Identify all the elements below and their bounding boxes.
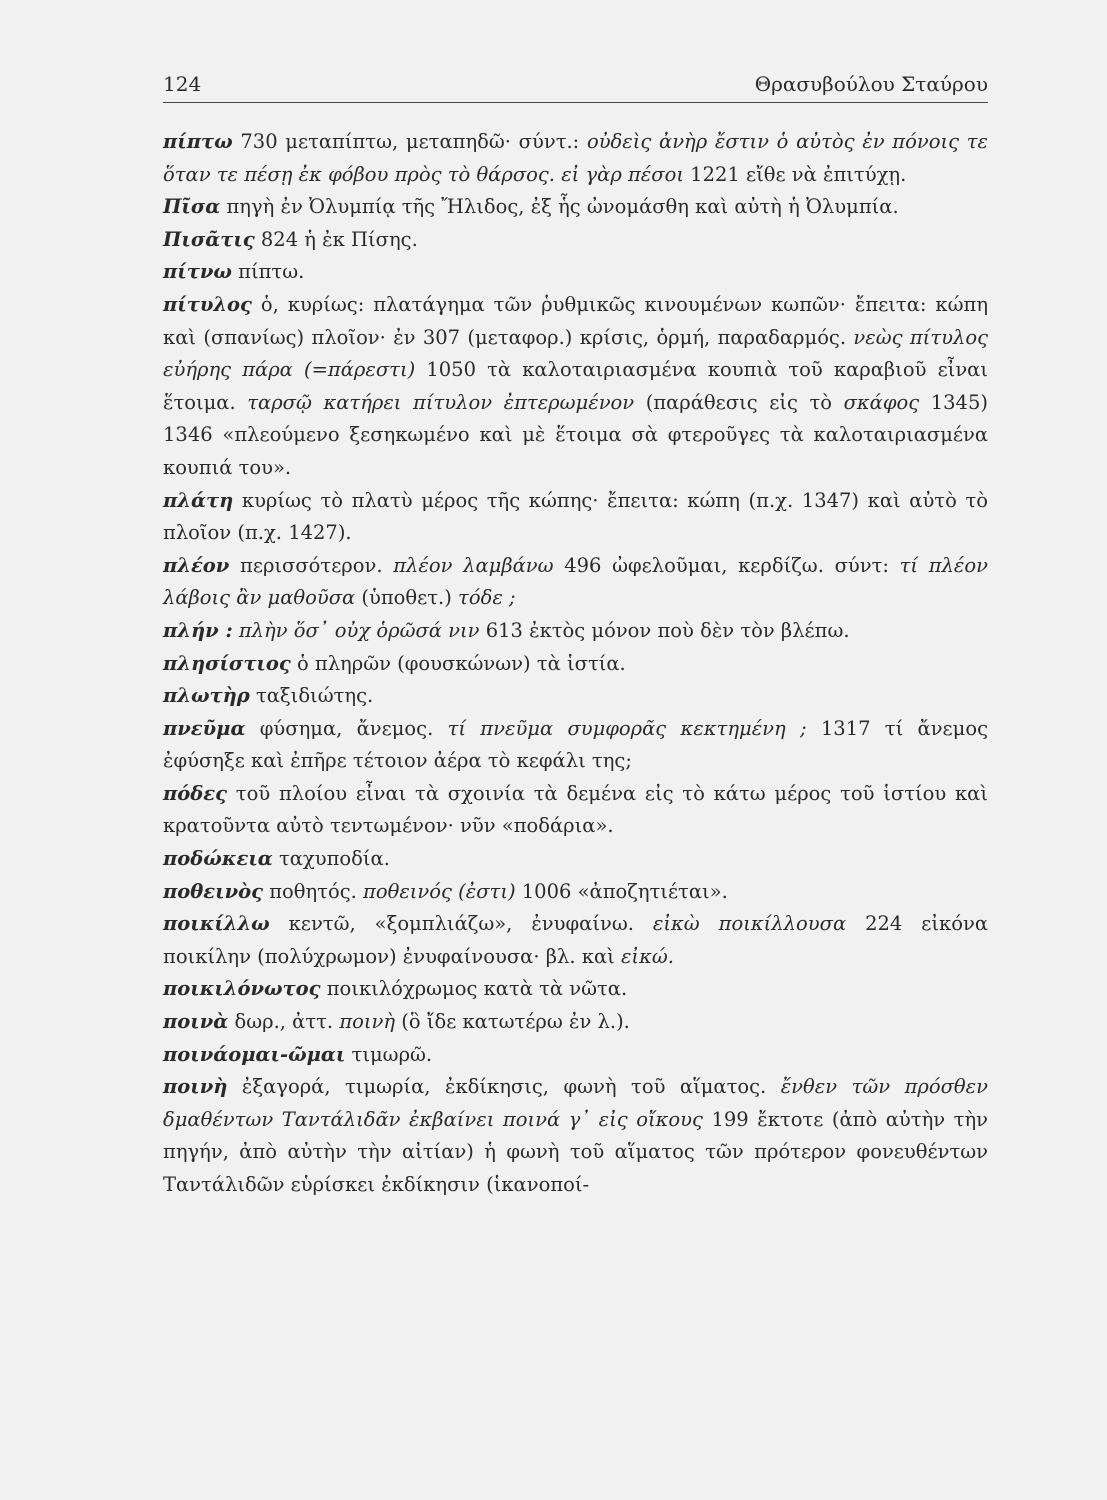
header-rule	[163, 102, 988, 103]
entry-quotation: τόδε ;	[458, 586, 516, 610]
entry-quotation: ἔνθεν τῶν πρόσθεν δμαθέντων Ταντάλιδᾶν ἐκβαίνει ποινά γ᾽ εἰς οἴκους	[163, 1075, 988, 1131]
glossary-entry	[163, 191, 988, 224]
entry-quotation: σκάφος	[843, 390, 920, 414]
glossary-entry	[163, 973, 988, 1006]
entry-definition: τιμωρῶ.	[345, 1042, 433, 1066]
entry-definition: 824 ἡ ἐκ Πίσης.	[254, 227, 418, 251]
entry-quotation: ποινὴ	[339, 1010, 396, 1034]
entry-definition: περισσότερον.	[229, 553, 394, 577]
entry-quotation: εἰκὼ ποικίλλουσα	[652, 912, 847, 936]
entry-definition: ποθητός.	[263, 879, 364, 903]
entry-headword: ποικίλλω	[163, 912, 270, 936]
entry-headword: πλάτη	[163, 488, 234, 512]
glossary-entry	[163, 680, 988, 713]
entry-definition: ποικιλόχρωμος κατὰ τὰ νῶτα.	[320, 977, 628, 1001]
glossary-entry	[163, 908, 988, 973]
entry-definition: 224 εἰκόνα ποικίλην (πολύχρωμον) ἐνυφαίνουσα· βλ. καὶ	[163, 912, 988, 968]
entry-definition: (ὃ ἴδε κατωτέρω ἐν λ.).	[395, 1010, 630, 1034]
entry-quotation: εἰκώ.	[620, 944, 674, 968]
glossary-entry	[163, 485, 988, 550]
entry-definition: πίπτω.	[231, 260, 305, 284]
glossary-entry	[163, 1071, 988, 1201]
entry-definition: φύσημα, ἄνεμος.	[245, 716, 448, 740]
entry-headword: πίτνω	[163, 260, 232, 284]
entry-headword: ποδώκεια	[163, 847, 273, 871]
glossary-entry	[163, 843, 988, 876]
entry-definition: (ὑποθετ.)	[355, 586, 459, 610]
entry-headword: πόδες	[163, 781, 228, 805]
running-title: Θρασυβούλου Σταύρου	[754, 72, 988, 96]
entry-quotation: πλέον λαμβάνω	[393, 553, 554, 577]
entry-definition: 613 ἐκτὸς μόνον ποὺ δὲν τὸν βλέπω.	[479, 618, 850, 642]
entry-quotation: πλὴν ὅσ᾽ οὐχ ὁρῶσά νιν	[238, 618, 480, 642]
entry-quotation: οὐδεὶς ἀνὴρ ἔστιν ὁ αὐτὸς ἐν πόνοις τε ὅταν τε πέσῃ ἐκ φόβου πρὸς τὸ θάρσος. εἰ γὰρ πέσοι	[163, 130, 988, 186]
entry-headword: πίτυλος	[163, 292, 252, 316]
entry-quotation: ταρσῷ κατήρει πίτυλον ἐπτερωμένον	[247, 390, 635, 414]
entry-headword: πλωτὴρ	[163, 684, 250, 708]
entry-quotation: ποθεινός (ἐστι)	[363, 879, 516, 903]
entry-definition: 1006 «ἀποζητιέται».	[515, 879, 728, 903]
glossary-entry	[163, 289, 988, 485]
entry-definition: ἐξαγορά, τιμωρία, ἐκδίκησις, φωνὴ τοῦ αἵματος.	[227, 1075, 781, 1099]
entry-definition: ὁ, κυρίως: πλατάγημα τῶν ῥυθμικῶς κινουμένων κωπῶν· ἔπειτα: κώπη καὶ (σπανίως) πλοῖον· ἐν 307 (μεταφορ.) κρίσις, ὁρμή, παραδαρμός.	[163, 292, 988, 349]
glossary-entry	[163, 1006, 988, 1039]
entry-definition: (παράθεσις εἰς τὸ	[634, 390, 844, 414]
glossary-entry	[163, 648, 988, 681]
entry-definition: 1221 εἴθε νὰ ἐπιτύχῃ.	[683, 162, 907, 186]
page-number: 124	[163, 72, 202, 96]
entry-definition: κυρίως τὸ πλατὺ μέρος τῆς κώπης· ἔπειτα: κώπη (π.χ. 1347) καὶ αὐτὸ τὸ πλοῖον (π.χ. 1427).	[163, 488, 988, 545]
entry-headword: πλέον	[163, 553, 230, 577]
glossary-entry	[163, 713, 988, 778]
page-header	[163, 72, 988, 96]
entry-definition: 1317 τί ἄνεμος ἐφύσηξε καὶ ἐπῆρε τέτοιον ἀέρα τὸ κεφάλι της;	[163, 716, 988, 773]
glossary-entry	[163, 876, 988, 909]
entry-headword: πίπτω	[163, 130, 233, 153]
entry-quotation: νεὼς πίτυλος εὐήρης πάρα (=πάρεστι)	[163, 325, 988, 382]
entry-headword: πλησίστιος	[163, 651, 291, 675]
entry-definition: 496 ὠφελοῦμαι, κερδίζω. σύντ:	[553, 553, 900, 577]
entry-definition: ταξιδιώτης.	[249, 684, 374, 708]
entry-definition: 199 ἔκτοτε (ἀπὸ αὐτὴν τὴν πηγήν, ἀπὸ αὐτὴν τὴν αἰτίαν) ἡ φωνὴ τοῦ αἵματος τῶν πρότερον φονευθέντων Ταντάλιδῶν εὑρίσκει ἐκδίκησιν (ἱκανοποί-	[163, 1107, 988, 1196]
glossary-body	[163, 126, 988, 1202]
entry-headword: ποινὰ	[163, 1010, 229, 1034]
glossary-entry	[163, 1039, 988, 1072]
entry-definition: πηγὴ ἐν Ὀλυμπίᾳ τῆς Ἤλιδος, ἐξ ἧς ὠνομάσθη καὶ αὐτὴ ἡ Ὀλυμπία.	[220, 195, 899, 219]
entry-headword: Πῖσα	[163, 195, 221, 219]
entry-headword: ποθεινὸς	[163, 879, 263, 903]
entry-quotation: τί πλέον λάβοις ἂν μαθοῦσα	[163, 553, 988, 610]
glossary-entry	[163, 550, 988, 615]
entry-definition: ταχυποδία.	[272, 847, 390, 871]
glossary-entry	[163, 256, 988, 289]
entry-definition: τοῦ πλοίου εἶναι τὰ σχοινία τὰ δεμένα εἰς τὸ κάτω μέρος τοῦ ἱστίου καὶ κρατοῦντα αὐτὸ τεντωμένον· νῦν «ποδάρια».	[163, 781, 988, 838]
entry-headword: ποινάομαι-ῶμαι	[163, 1042, 346, 1066]
entry-definition: δωρ., ἀττ.	[228, 1010, 340, 1034]
entry-quotation: τί πνεῦμα συμφορᾶς κεκτημένη ;	[447, 716, 807, 740]
entry-headword: ποινὴ	[163, 1075, 228, 1099]
glossary-entry	[163, 126, 988, 191]
entry-definition: κεντῶ, «ξομπλιάζω», ἐνυφαίνω.	[269, 912, 653, 936]
glossary-entry	[163, 615, 988, 648]
entry-headword: ποικιλόνωτος	[163, 977, 321, 1001]
entry-definition: 730 μεταπίπτω, μεταπηδῶ· σύντ.:	[232, 130, 587, 153]
glossary-entry	[163, 778, 988, 843]
glossary-entry	[163, 224, 988, 257]
entry-definition: ὁ πληρῶν (φουσκώνων) τὰ ἱστία.	[290, 651, 626, 675]
entry-definition: 1345) 1346 «πλεούμενο ξεσηκωμένο καὶ μὲ ἕτοιμα σὰ φτεροῦγες τὰ καλοταιριασμένα κουπιά του».	[163, 390, 988, 479]
entry-headword: Πισᾶτις	[163, 227, 255, 251]
entry-headword: πλήν :	[163, 618, 233, 642]
entry-headword: πνεῦμα	[163, 716, 246, 740]
entry-definition: 1050 τὰ καλοταιριασμένα κουπιὰ τοῦ καραβιοῦ εἶναι ἕτοιμα.	[163, 358, 988, 414]
